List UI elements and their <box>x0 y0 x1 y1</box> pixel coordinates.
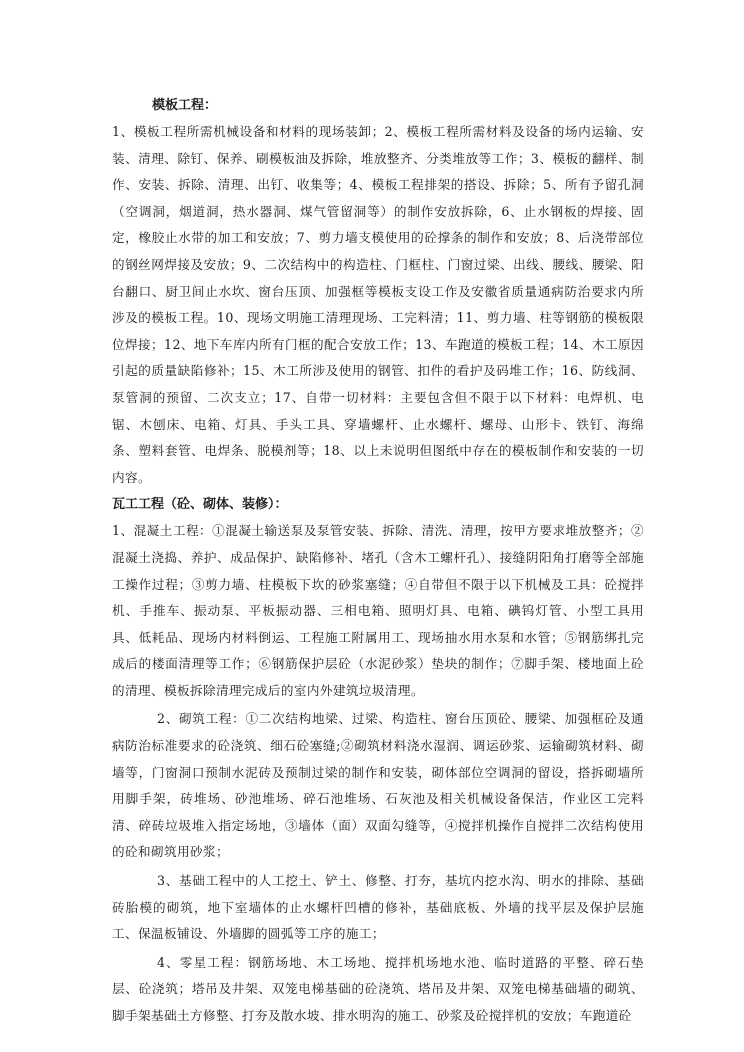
section-title-formwork: 模板工程： <box>152 98 218 113</box>
paragraph-foundation: 3、基础工程中的人工挖土、铲土、修整、打夯，基坑内挖水沟、明水的排除、基础砖胎模的砌筑，地下室墙体的止水螺杆凹槽的修补，基础底板、外墙的找平层及保护层施工、保温板铺设、外墙脚的圆弧等工序的施工； <box>112 873 644 942</box>
paragraph-formwork: 1、模板工程所需机械设备和材料的现场装卸；2、模板工程所需材料及设备的场内运输、安装、清理、除钉、保养、刷模板油及拆除，堆放整齐、分类堆放等工作；3、模板的翻样、制作、安装、拆除、清理、出钉、收集等；4、模板工程排架的搭设、拆除；5、所有予留孔洞（空调洞，烟道洞，热水器洞、煤气管留洞等）的制作安放拆除，6、止水钢板的焊接、固定，橡胶止水带的加工和安放；7、剪力墙支模使用的砼撑条的制作和安放；8、后浇带部位的钢丝网焊接及安放；9、二次结构中的构造柱、门框柱、门窗过梁、出线、腰线、腰梁、阳台翻口、厨卫间止水坎、窗台压顶、加强框等模板支设工作及安徽省质量通病防治要求内所涉及的模板工程。10、现场文明施工清理现场、工完料清；11、剪力墙、柱等钢筋的模板限位焊接；12、地下车库内所有门框的配合安放工作；13、车跑道的模板工程；14、木工原因引起的质量缺陷修补；15、木工所涉及使用的钢管、扣件的看护及码堆工作；16、防线洞、泵管洞的预留、二次支立；17、自带一切材料：主要包含但不限于以下材料：电焊机、电锯、木刨床、电箱、灯具、手头工具、穿墙螺杆、止水螺杆、螺母、山形卡、铁钉、海绵条、塑料套管、电焊条、脱模剂等；18、以上未说明但图纸中存在的模板制作和安装的一切内容。 <box>112 124 644 485</box>
paragraph-concrete: 1、混凝土工程：①混凝土输送泵及泵管安装、拆除、清洗、清理，按甲方要求堆放整齐；②混凝土浇捣、养护、成品保护、缺陷修补、堵孔（含木工螺杆孔）、接缝阴阳角打磨等全部施工操作过程；③剪力墙、柱模板下坎的砂浆塞缝；④自带但不限于以下机械及工具：砼搅拌机、手推车、振动泵、平板振动器、三相电箱、照明灯具、电箱、碘钨灯管、小型工具用具、低耗品、现场内材料倒运、工程施工附属用工、现场抽水用水泵和水管；⑤钢筋绑扎完成后的楼面清理等工作；⑥钢筋保护层砼（水泥砂浆）垫块的制作；⑦脚手架、楼地面上砼的清理、模板拆除清理完成后的室内外建筑垃圾清理。 <box>112 523 644 698</box>
paragraph-miscellaneous: 4、零星工程：钢筋场地、木工场地、搅拌机场地水池、临时道路的平整、碎石垫层、砼浇筑；塔吊及井架、双笼电梯基础的砼浇筑、塔吊及井架、双笼电梯基础墙的砌筑、脚手架基础土方修整、打夯及散水坡、排水明沟的施工、砂浆及砼搅拌机的安放；车跑道砼 <box>112 954 644 1023</box>
paragraph-masonry: 2、砌筑工程：①二次结构地梁、过梁、构造柱、窗台压顶砼、腰梁、加强框砼及通病防治标准要求的砼浇筑、细石砼塞缝;②砌筑材料浇水湿润、调运砂浆、运输砌筑材料、砌墙等，门窗洞口预制水泥砖及预制过梁的制作和安装，砌体部位空调洞的留设，搭拆砌墙所用脚手架，砖堆场、砂池堆场、碎石池堆场、石灰池及相关机械设备保洁，作业区工完料清、碎砖垃圾堆入指定场地，③墙体（面）双面勾缝等，④搅拌机操作自搅拌二次结构使用的砼和砌筑用砂浆； <box>112 711 644 860</box>
section-title-masonry: 瓦工工程（砼、砌体、装修）： <box>112 497 288 513</box>
document-body <box>112 92 644 1030</box>
